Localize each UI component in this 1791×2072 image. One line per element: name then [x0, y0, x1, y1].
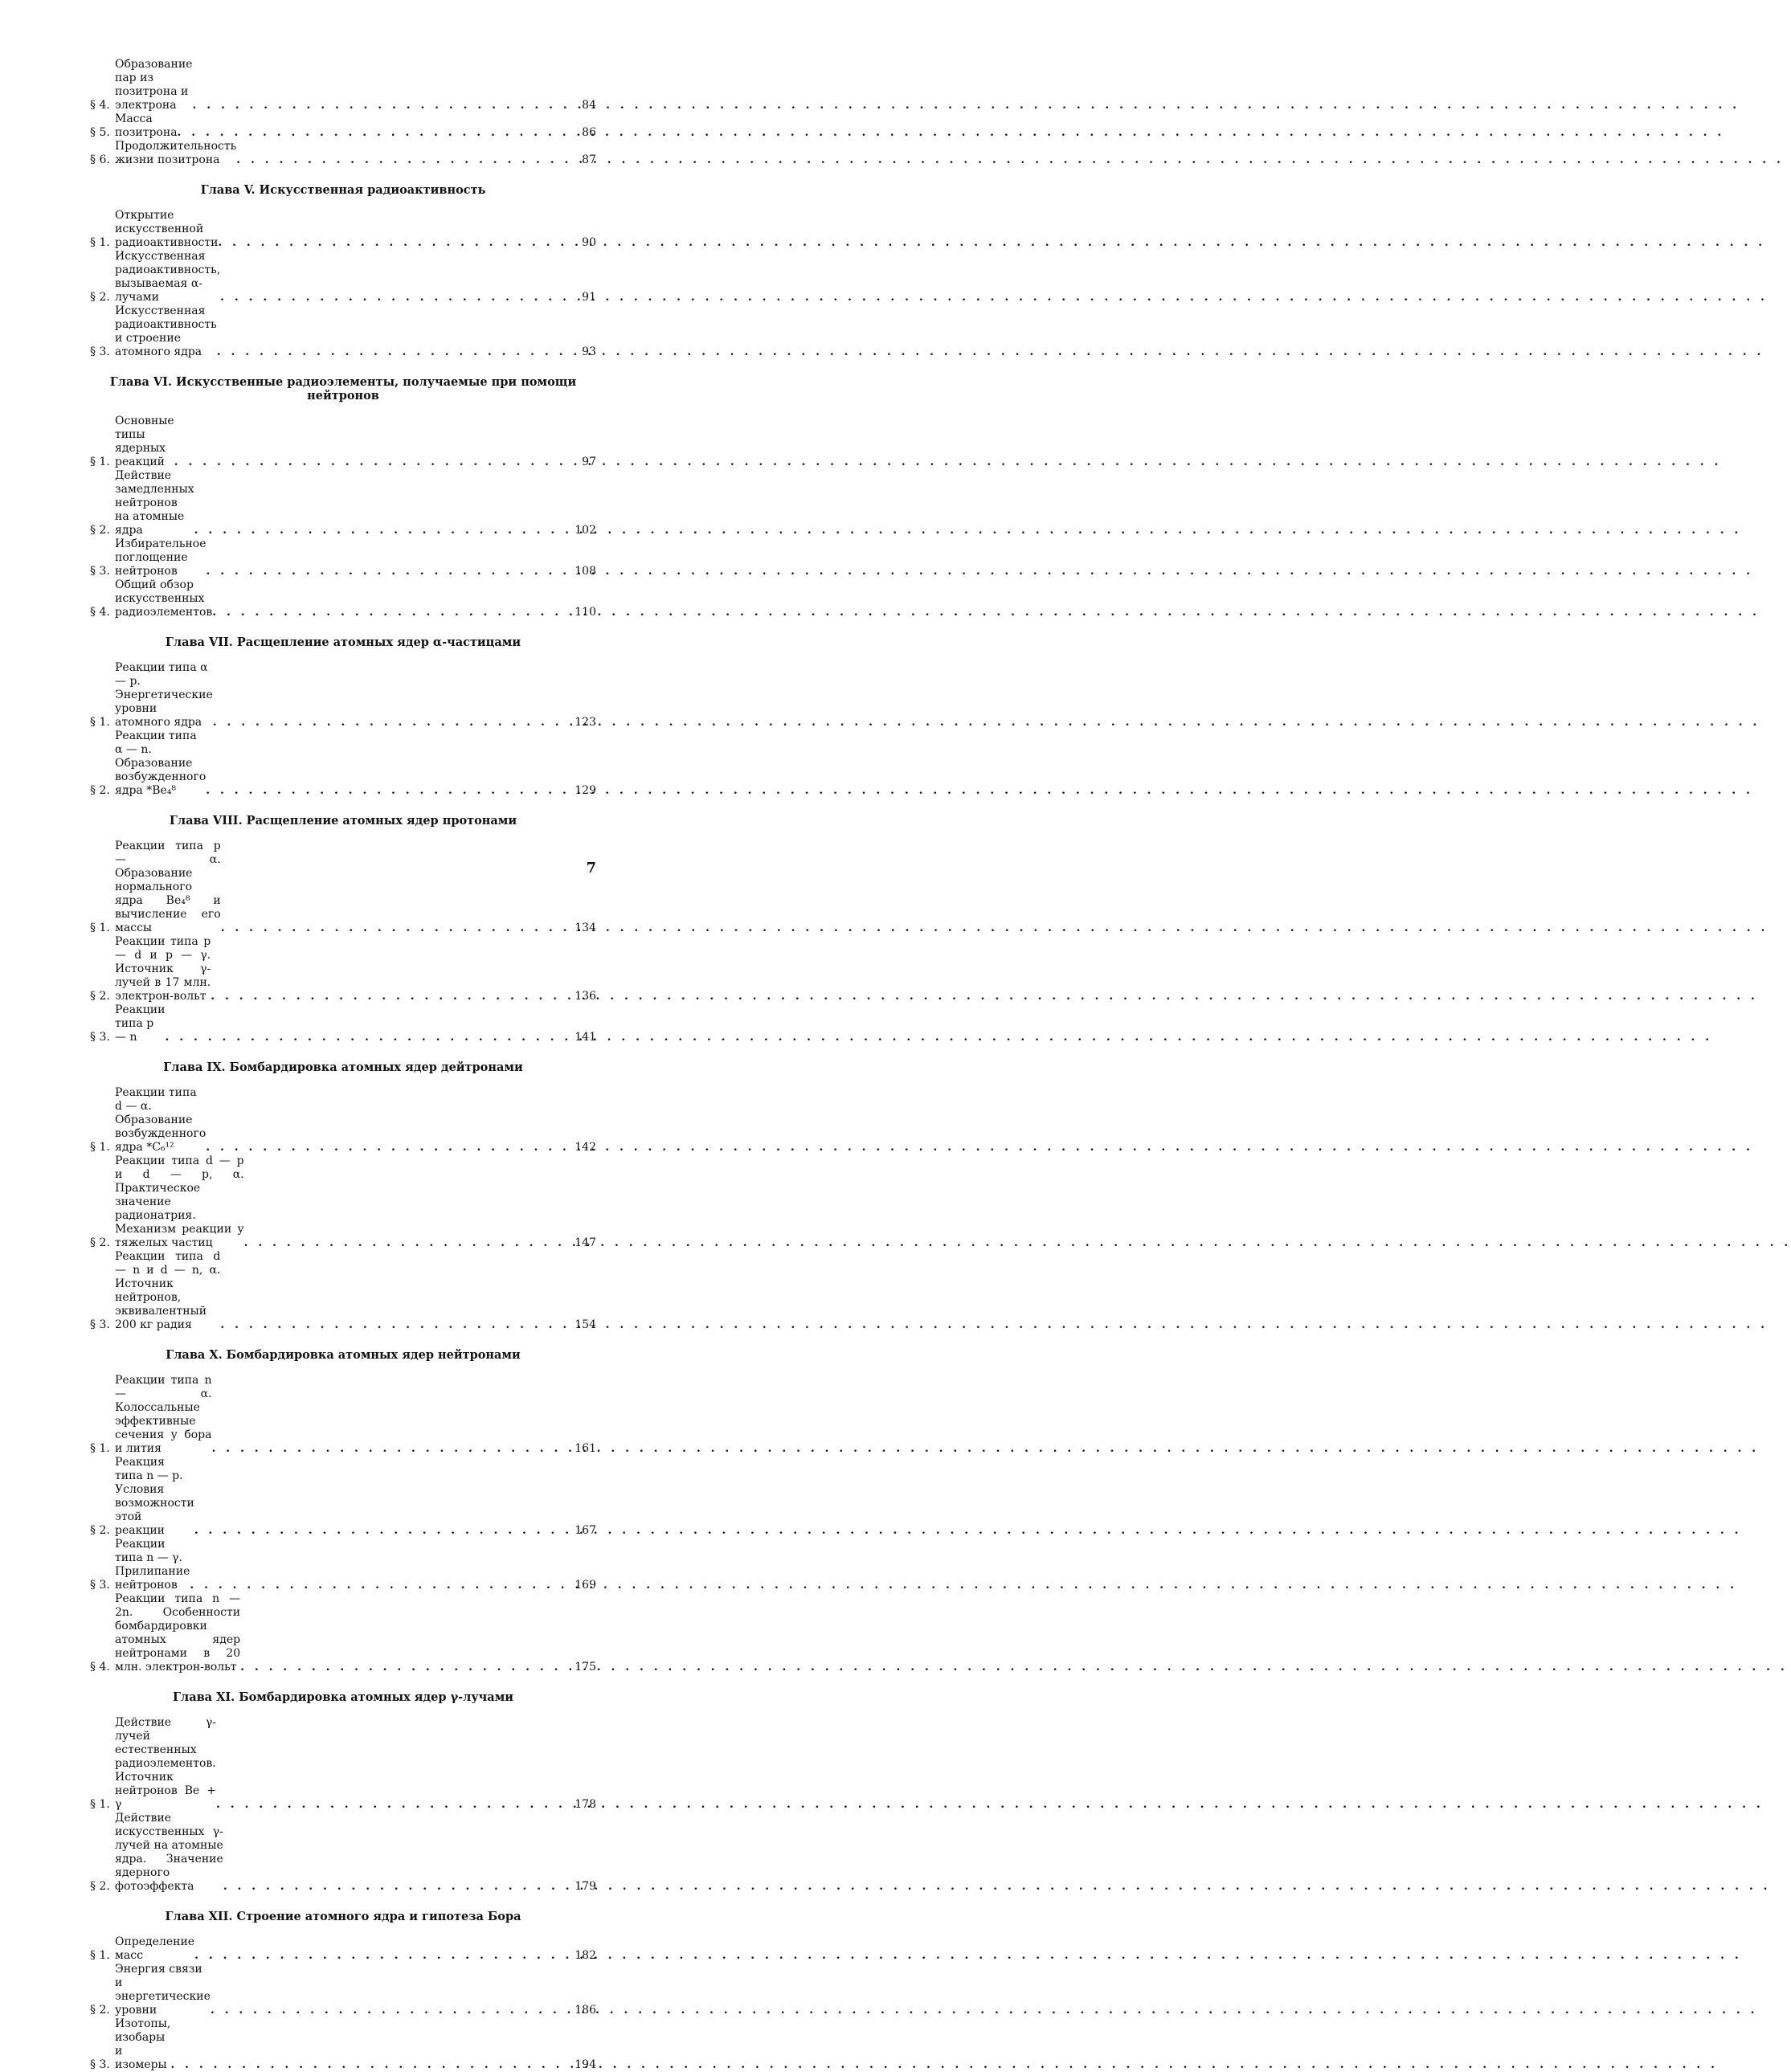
- section-number: § 1.: [90, 1442, 110, 1455]
- section-number: § 2.: [90, 990, 110, 1003]
- toc-entry: [90, 1374, 596, 1456]
- page-ref: 129: [575, 784, 596, 797]
- toc-entry: [90, 1935, 596, 1963]
- dot-leader: [194, 1949, 553, 1963]
- toc-entry: [90, 140, 596, 167]
- entry-title: Искусственная радиоактивность и строение атомного ядра: [115, 304, 217, 358]
- page-ref: 86: [582, 126, 596, 139]
- toc-entry: [90, 578, 596, 619]
- page-ref: 90: [582, 236, 596, 249]
- section-number: § 2.: [90, 2004, 110, 2017]
- section-number: § 5.: [90, 126, 110, 139]
- page-number: 7: [586, 860, 596, 877]
- dot-leader: [178, 126, 553, 140]
- entry-title: Действие замедленных нейтронов на атомные ядра: [115, 469, 194, 537]
- section-number: § 2.: [90, 1880, 110, 1893]
- toc-entry: [90, 1963, 596, 2017]
- entry-title: Образование пар из позитрона и электрона: [115, 58, 193, 112]
- page-ref: 175: [575, 1661, 596, 1674]
- section-number: § 6.: [90, 153, 110, 166]
- section-number: § 4.: [90, 99, 110, 112]
- chapter-heading: Глава VI. Искусственные радиоэлементы, получаемые при помощи нейтронов: [109, 375, 577, 403]
- toc-entry: [90, 209, 596, 250]
- chapter-heading: Глава X. Бомбардировка атомных ядер нейтронами: [166, 1348, 521, 1362]
- page-ref: 147: [575, 1236, 596, 1249]
- page-ref: 179: [575, 1880, 596, 1893]
- entry-title: Открытие искусственной радиоактивности: [115, 209, 219, 249]
- page-ref: 161: [575, 1442, 596, 1455]
- page-ref: 97: [582, 456, 596, 468]
- entry-title: Действие γ-лучей естественных радиоэлементов. Источник нейтронов Be + γ: [115, 1716, 217, 1811]
- entry-title: Реакции типа α — p. Энергетические уровни атомного ядра: [115, 661, 213, 729]
- entry-title: Реакция типа n — p. Условия возможности этой реакции: [115, 1456, 194, 1537]
- entry-title: Определение масс: [115, 1935, 195, 1962]
- chapter-heading: Глава V. Искусственная радиоактивность: [200, 183, 486, 197]
- section-number: § 1.: [90, 236, 110, 249]
- toc-entry: [90, 840, 596, 935]
- section-number: § 2.: [90, 291, 110, 304]
- toc-entry: [90, 2017, 596, 2072]
- section-number: § 4.: [90, 1661, 110, 1674]
- chapter-heading: Глава IX. Бомбардировка атомных ядер дейтронами: [163, 1061, 523, 1074]
- entry-title: Реакции типа n — 2n. Особенности бомбардировки атомных ядер нейтронами в 20 млн. электрон-вольт: [115, 1592, 241, 1674]
- dot-leader: [211, 1442, 553, 1456]
- page-ref: 142: [575, 1141, 596, 1154]
- entry-title: Изотопы, изобары и изомеры: [115, 2017, 171, 2071]
- section-number: § 3.: [90, 1318, 110, 1331]
- toc-entry: [90, 1003, 596, 1044]
- page-ref: 91: [582, 291, 596, 304]
- chapter-heading: Глава VIII. Расщепление атомных ядер протонами: [169, 814, 517, 828]
- entry-title: Реакции типа d — α. Образование возбужденного ядра *C₆¹²: [115, 1086, 206, 1154]
- page-ref: 194: [575, 2058, 596, 2071]
- page-ref: 154: [575, 1318, 596, 1331]
- dot-leader: [206, 565, 553, 578]
- entry-title: Реакции типа p — n: [115, 1003, 166, 1044]
- page-ref: 87: [582, 153, 596, 166]
- dot-leader: [192, 99, 553, 112]
- dot-leader: [174, 456, 553, 469]
- page-ref: 178: [575, 1798, 596, 1811]
- page-ref: 108: [575, 565, 596, 578]
- dot-leader: [221, 922, 553, 935]
- toc-entry: [90, 729, 596, 798]
- entry-title: Реакции типа p — α. Образование нормального ядра Be₄⁸ и вычисление его массы: [115, 840, 221, 934]
- section-number: § 3.: [90, 1579, 110, 1592]
- entry-title: Общий обзор искусственных радиоэлементов: [115, 578, 213, 619]
- page-ref: 134: [575, 922, 596, 934]
- toc-head-group: [90, 58, 596, 167]
- entry-title: Реакции типа p — d и p — γ. Источник γ-лучей в 17 млн. электрон-вольт: [115, 935, 211, 1003]
- entry-title: Искусственная радиоактивность, вызываемая α-лучами: [115, 250, 221, 304]
- dot-leader: [244, 1236, 553, 1250]
- dot-leader: [216, 1798, 553, 1812]
- section-number: § 1.: [90, 922, 110, 934]
- page-ref: 167: [575, 1524, 596, 1537]
- dot-leader: [220, 1318, 553, 1332]
- entry-title: Реакции типа n — α. Колоссальные эффективные сечения у бора и лития: [115, 1374, 212, 1455]
- dot-leader: [236, 153, 553, 167]
- dot-leader: [211, 2004, 553, 2017]
- entry-title: Реакции типа n — γ. Прилипание нейтронов: [115, 1538, 190, 1592]
- toc-entry: [90, 304, 596, 359]
- page-ref: 182: [575, 1949, 596, 1962]
- dot-leader: [194, 1524, 553, 1538]
- dot-leader: [170, 2058, 553, 2072]
- entry-title: Реакции типа d — n и d — n, α. Источник нейтронов, эквивалентный 200 кг радия: [115, 1250, 221, 1331]
- section-number: § 3.: [90, 1031, 110, 1044]
- page-ref: 110: [575, 606, 596, 619]
- toc-entry: [90, 58, 596, 112]
- page-ref: 123: [575, 716, 596, 729]
- toc-entry: [90, 1716, 596, 1812]
- page-ref: 186: [575, 2004, 596, 2017]
- dot-leader: [240, 1661, 553, 1674]
- section-number: § 1.: [90, 456, 110, 468]
- dot-leader: [165, 1031, 553, 1044]
- chapter-heading: Глава VII. Расщепление атомных ядер α-частицами: [165, 635, 521, 649]
- toc-entry: [90, 112, 596, 140]
- section-number: § 2.: [90, 524, 110, 537]
- entry-title: Реакции типа α — n. Образование возбужденного ядра *Be₄⁸: [115, 729, 206, 797]
- entry-title: Продолжительность жизни позитрона: [115, 140, 237, 166]
- dot-leader: [190, 1579, 553, 1592]
- dot-leader: [211, 990, 553, 1003]
- dot-leader: [206, 784, 553, 798]
- toc-entry: [90, 1086, 596, 1155]
- toc-entry: [90, 1592, 596, 1674]
- page-ref: 84: [582, 99, 596, 112]
- section-number: § 4.: [90, 606, 110, 619]
- dot-leader: [218, 236, 553, 250]
- entry-title: Энергия связи и энергетические уровни: [115, 1963, 211, 2017]
- section-number: § 1.: [90, 716, 110, 729]
- section-number: § 3.: [90, 2058, 110, 2071]
- section-number: § 1.: [90, 1141, 110, 1154]
- toc-entry: [90, 1812, 596, 1894]
- section-number: § 2.: [90, 1524, 110, 1537]
- table-of-contents: [90, 58, 596, 2072]
- chapter-heading: Глава XII. Строение атомного ядра и гипотеза Бора: [165, 1910, 521, 1923]
- toc-entry: [90, 1456, 596, 1538]
- section-number: § 3.: [90, 565, 110, 578]
- entry-title: Масса позитрона: [115, 112, 178, 139]
- page-ref: 136: [575, 990, 596, 1003]
- dot-leader: [223, 1880, 553, 1894]
- entry-title: Реакции типа d — p и d — p, α. Практическое значение радионатрия. Механизм реакции у тяжелых частиц: [115, 1155, 244, 1249]
- page-ref: 93: [582, 345, 596, 358]
- page-ref: 141: [575, 1031, 596, 1044]
- toc-entry: [90, 935, 596, 1003]
- entry-title: Действие искусственных γ-лучей на атомные ядра. Значение ядерного фотоэффекта: [115, 1812, 223, 1893]
- section-number: § 1.: [90, 1798, 110, 1811]
- dot-leader: [213, 716, 553, 729]
- page-ref: 169: [575, 1579, 596, 1592]
- section-number: § 2.: [90, 784, 110, 797]
- toc-entry: [90, 661, 596, 729]
- dot-leader: [194, 524, 553, 537]
- entry-title: Основные типы ядерных реакций: [115, 415, 174, 468]
- toc-entry: [90, 469, 596, 537]
- page-ref: 102: [575, 524, 596, 537]
- section-number: § 3.: [90, 345, 110, 358]
- toc-entry: [90, 1538, 596, 1592]
- section-number: § 1.: [90, 1949, 110, 1962]
- section-number: § 2.: [90, 1236, 110, 1249]
- dot-leader: [212, 606, 553, 619]
- toc-entry: [90, 537, 596, 578]
- entry-title: Избирательное поглощение нейтронов: [115, 537, 206, 578]
- toc-entry: [90, 250, 596, 304]
- dot-leader: [220, 291, 553, 304]
- toc-entry: [90, 1250, 596, 1332]
- chapter-heading: Глава XI. Бомбардировка атомных ядер γ-лучами: [172, 1690, 514, 1704]
- toc-entry: [90, 415, 596, 469]
- toc-entry: [90, 1155, 596, 1250]
- dot-leader: [217, 345, 553, 359]
- dot-leader: [206, 1141, 553, 1155]
